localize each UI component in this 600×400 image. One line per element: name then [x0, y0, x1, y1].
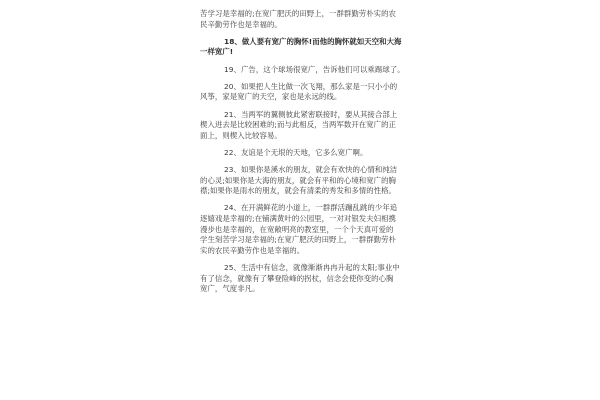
text-line: 25、生活中有信念，就像渐渐冉冉升起的太阳;事业中 — [224, 263, 400, 273]
paragraph-20 — [200, 82, 412, 103]
text-line: 20、如果把人生比做一次飞翔，那么家是一只小小的 — [224, 81, 398, 91]
paragraph-25 — [200, 263, 412, 295]
text-line: 24、在开满鲜花的小道上，一群群活蹦乱跳的少年追 — [224, 203, 398, 213]
paragraph-18 — [200, 37, 412, 58]
text-line: 风筝，家是宽广的天空，家也是永远的线。 — [200, 92, 342, 102]
text-line: 逐嬉戏是幸福的;在铺满黄叶的公园里，一对对银发夫妇相携 — [200, 214, 396, 224]
document-body — [200, 9, 412, 295]
text-line: 襟;如果你是雨水的朋友，就会有清柔的秀发和多情的性格。 — [200, 186, 396, 196]
text-line: 苦学习是幸福的;在宽广肥沃的田野上，一群群勤劳朴实的农 — [200, 9, 396, 18]
paragraph-21 — [200, 110, 412, 142]
text-line: 学生刻苦学习是幸福的;在宽广肥沃的田野上，一群群勤劳朴 — [200, 235, 396, 245]
text-line: 23、如果你是溪水的朋友，就会有欢快的心情和纯洁 — [224, 165, 398, 175]
paragraph-23 — [200, 165, 412, 197]
text-line: 的心灵;如果你是大海的朋友，就会有平和的心境和宽广的胸 — [200, 175, 396, 185]
text-line: 宽广，气度非凡。 — [200, 284, 260, 294]
text-line: 22、友谊是个无垠的天地，它多么宽广啊。 — [224, 147, 368, 157]
text-line: 漫步也是幸福的，在宽敞明亮的教室里，一个个天真可爱的 — [200, 224, 394, 234]
text-line: 实的农民辛勤劳作也是幸福的。 — [200, 245, 305, 255]
paragraph-22 — [200, 148, 412, 159]
paragraph-24 — [200, 203, 412, 256]
text-line: 一样宽广! — [200, 47, 234, 57]
text-line: 面上，则楔入比较容易。 — [200, 130, 282, 140]
text-line: 21、当两军的翼侧彼此紧密联接时，要从其接合部上 — [224, 109, 398, 119]
text-line: 19、广告，这个球场很宽广，告诉他们可以乘踢球了。 — [224, 64, 405, 74]
paragraph-19 — [200, 65, 412, 76]
text-line: 民辛勤劳作也是幸福的。 — [200, 19, 282, 29]
text-line: 有了信念，就像有了攀登险峰的拐杖，信念会使你变的心胸 — [200, 273, 394, 283]
text-line: 楔入进去是比较困难的;而与此相反，当两军数开在宽广的正 — [200, 120, 396, 130]
paragraph-continued — [200, 9, 412, 30]
text-line: 18、做人要有宽广的胸怀!而他的胸怀就如天空和大海 — [224, 36, 402, 46]
